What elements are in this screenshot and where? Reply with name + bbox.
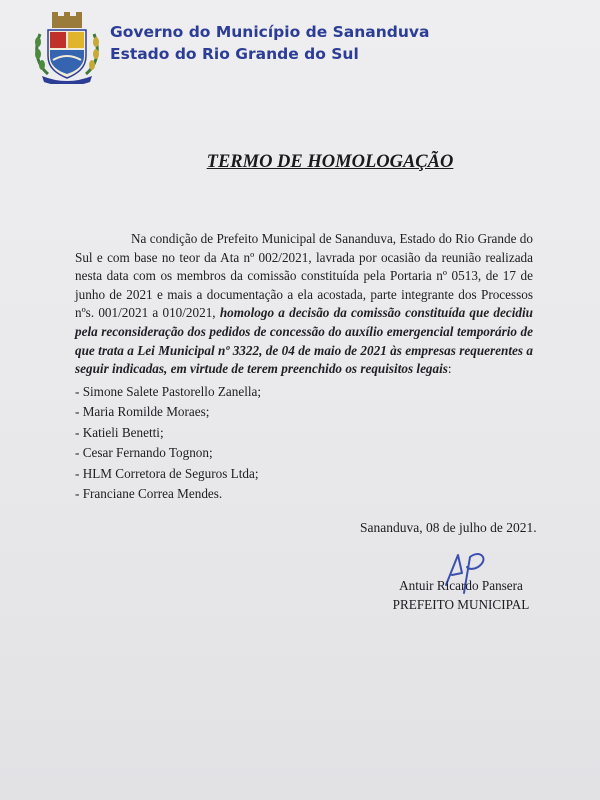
document-title: TERMO DE HOMOLOGAÇÃO (206, 152, 454, 172)
municipal-crest-icon (32, 10, 102, 84)
paragraph-emphasis: homologo a decisão da comissão constituída que decidiu pela reconsideração dos pedidos de concessão do auxílio emergencial temporário de que trata a Lei Municipal nº 3322, de 04 de maio de 2021 às empresas requerentes a seguir indicadas, em virtude de terem preenchido os requisitos legais (75, 305, 533, 377)
signature-block (350, 576, 572, 614)
paragraph-end: : (447, 361, 452, 377)
signer-name: Antuir Ricardo Pansera (399, 578, 523, 593)
companies-list (75, 382, 533, 505)
list-item: - Katieli Benetti; (75, 424, 164, 440)
signer-role: PREFEITO MUNICIPAL (392, 597, 530, 612)
list-item: - Maria Romilde Moraes; (75, 404, 210, 420)
paragraph-intro: Na condição de Prefeito Municipal de Sananduva, Estado do Rio Grande do Sul e com base no teor da Ata nº 002/2021, lavrada por ocasião da reunião realizada nesta data com os membros da comissão constituída pela Portaria nº 0513, de 17 de junho de 2021 e mais a documentação a ela acostada, parte integrante dos Processos nºs. 001/2021 a 010/2021, (75, 231, 533, 321)
government-header (110, 21, 429, 65)
homologation-paragraph (75, 230, 533, 379)
list-item: - Cesar Fernando Tognon; (75, 445, 213, 461)
header-state: Estado do Rio Grande do Sul (110, 45, 359, 63)
list-item: - Franciane Correa Mendes. (75, 486, 223, 502)
header-municipality: Governo do Município de Sananduva (110, 23, 430, 41)
list-item: - HLM Corretora de Seguros Ltda; (75, 465, 259, 481)
document-body (75, 230, 533, 505)
list-item: - Simone Salete Pastorello Zanella; (75, 383, 262, 399)
date-line: Sananduva, 08 de julho de 2021. (360, 520, 537, 535)
